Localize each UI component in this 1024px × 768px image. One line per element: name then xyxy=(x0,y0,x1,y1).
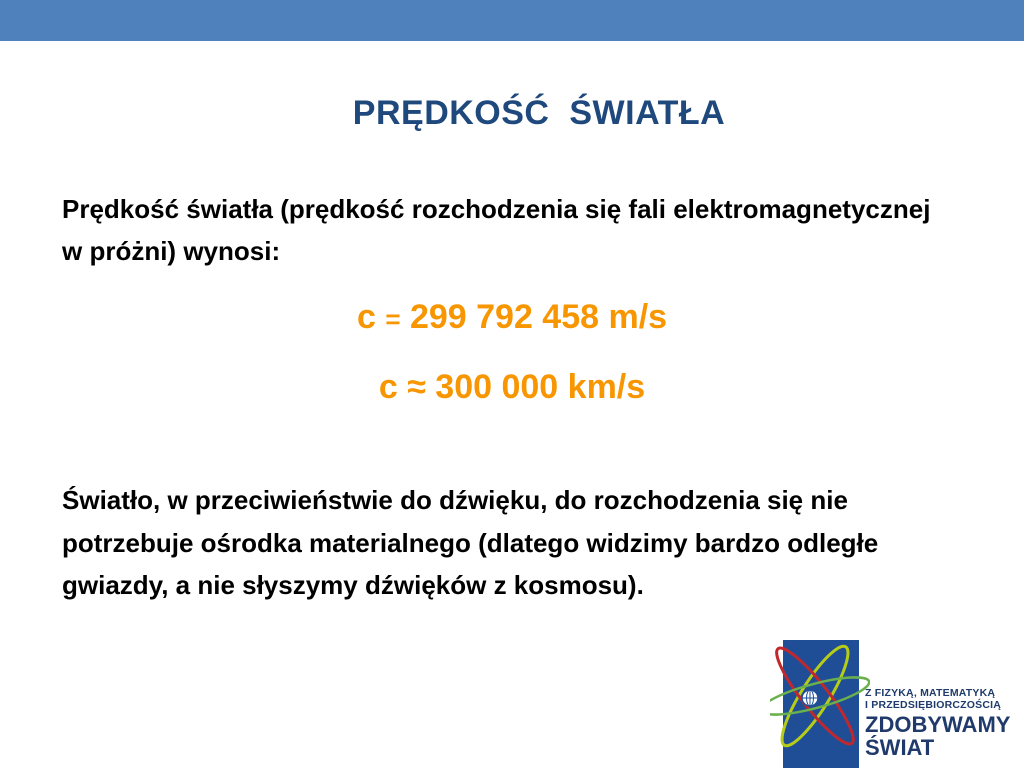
formula-rhs: 299 792 458 m/s xyxy=(409,298,668,336)
intro-text: Prędkość światła (prędkość rozchodzenia się fali elektromagnetycznej w próżni) wynosi: xyxy=(62,194,931,266)
slide-title: PRĘDKOŚĆ ŚWIATŁA xyxy=(352,94,726,132)
formula-lhs: c xyxy=(356,298,376,336)
body-paragraph: Światło, w przeciwieństwie do dźwięku, do rozchodzenia się nie potrzebuje ośrodka materialnego (dlatego widzimy bardzo odległe gwiazdy, a nie słyszymy dźwięków z kosmosu). xyxy=(62,485,879,600)
logo-brand-line2: ŚWIAT xyxy=(865,735,935,760)
formula-equals-sign: = xyxy=(385,304,401,334)
atom-globe-icon xyxy=(770,618,870,768)
formula-approx: c ≈ 300 000 km/s xyxy=(378,368,646,406)
logo-brand-line1: ZDOBYWAMY xyxy=(865,712,1011,737)
top-bar xyxy=(0,0,1024,41)
formula-exact xyxy=(0,298,1024,337)
logo-tagline-line2: I PRZEDSIĘBIORCZOŚCIĄ xyxy=(865,699,1002,711)
logo-tagline-line1: Z FIZYKĄ, MATEMATYKĄ xyxy=(865,687,996,699)
project-logo xyxy=(770,618,1024,768)
